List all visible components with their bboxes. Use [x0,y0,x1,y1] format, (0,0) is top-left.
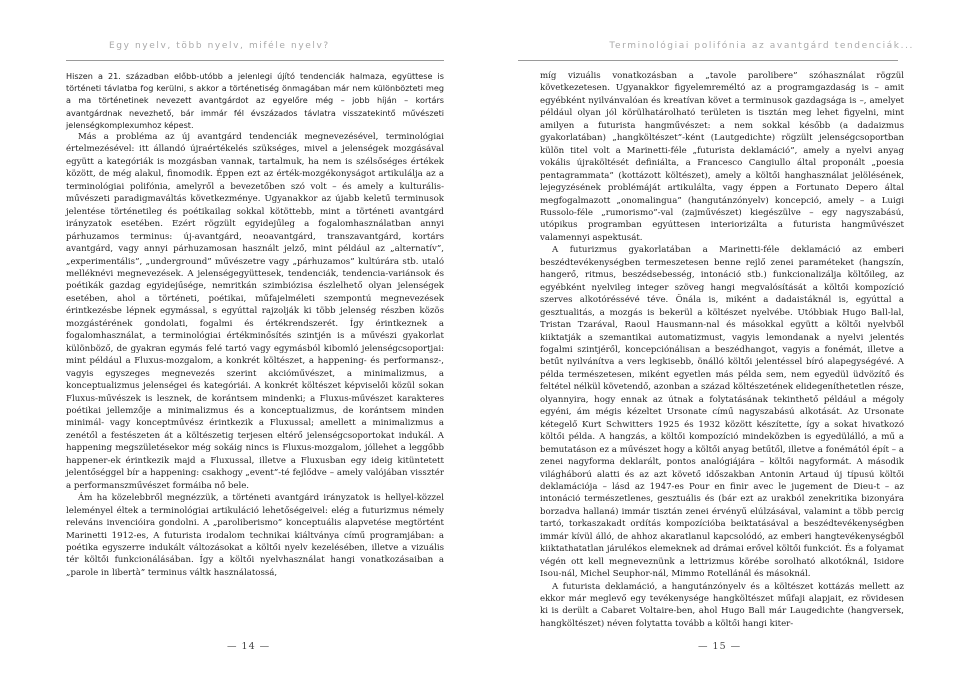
paragraph: Ám ha közelebbről megnézzük, a történeti avantgárd irányzatok is hellyel-közzel leleményel éltek a terminológiai artikuláció lehetőségeivel: elég a futurizmus némely releváns invencióira gondolni. A „paroliberismo” konceptuális alapvetése megtörtént Marinetti 1912-es, A futurista irodalom technikai kiáltványa című programjában: a poétika egyszerre indukált változásokat a költői nyelv kezelésében, illetve a vizuális tér költői funkcionálásában. Így a költői nyelvhasználat hangi vonatkozásaiban a „parole in libertà” terminus váltk használatossá, [66,493,444,578]
running-header: Terminológiai polifónia az avantgárd tendenciák... [609,41,914,51]
body-text [540,70,904,630]
running-header: Egy nyelv, több nyelv, miféle nyelv? [109,41,330,51]
header-rule [518,60,898,61]
page-number: — 15 — [698,641,742,652]
paragraph: A futurizmus gyakorlatában a Marinetti-féle deklamáció az emberi beszédtevékenységben termeszetesen benne rejlő zenei paraméteket (hangszín, hangerő, ritmus, beszédsebesség, intonáció stb.) funkcionalizálja költőileg, az egyébként nyelvileg integer szöveg hangi megvalósítását a költői kompozíció szerves alkotóréssévé téve. Önála is, miként a dadaistáknál is, egyúttal a gesztualitás, a mozgás is bekerül a költészet nyelvébe. Utóbbiak Hugo Ball-lal, Tristan Tzarával, Raoul Hausmann-nal és másokkal együtt a költői nyelvből kiiktatják a szemantikai automatizmust, vagyis lemondanak a nyelvi jelentés fogalmi szintjéről, koncepciónálisan a beszédhangot, vagyis a fonémát, illetve a betűt nyilvánítva a vers legkisebb, önálló költői jelentéssel bíró alapegységévé. A példa természetesen, miként egyetlen más példa sem, nem egyedül üdvözítő és feltétel nélkül követendő, azonban a század költészetének elidegeníthetetlen része, olyannyira, hogy ennak az útnak a folytatásának tekinthető például a mégoly egyéni, ám mégis kézeltet Ursonate című nagyszabású alkotását. Az Ursonate kétegelő Kurt Schwitters 1925 és 1932 között készítette, így a sokat hivatkozó költői példa. A hangzás, a költői kompozíció mindeközben is egyedülálló, a mű a bemutatáson ez a művészet hogy a költői anyag betűtől, illetve a fonémától épít – a zenei nagyforma deklarált, pontos analógiájára – költői nagyformát. A második világháború alatti és az azt követő időszakban Antonin Artaud új típusú költői deklamációja – lásd az 1947-es Pour en finir avec le jugement de Dieu-t – az intonáció természetlenes, gesztuális és (bár ezt az urakból zenekritika bizonyára borzadva hallaná) immár tisztán zenei érvényű elúlzásával, valamint a több percig tartó, torkaszakadt ordítás kompozícióba beiktatásával a beszédtevékenységben immár kívül álló, de ahhoz akaratlanul kapcsolódó, az emberi hangtevékenységből kiiktathatatlan járulékos elemeknek ad drámai erővel költői funkciót. És a folyamat végén ott kell megneveznünk a lettrizmus körébe sorolható alkotóknál, Isidore Isou-nál, Michel Seuphor-nál, Mimmo Rotellánál és másoknál. [540,245,904,580]
intro-paragraph: Hiszen a 21. században előbb-utóbb a jelenlegi újító tendenciák halmaza, együttese is történeti távlatba fog kerülni, s akkor a történetiség önmagában már nem különbözteti meg a ma történetinek nevezett avantgárdot az egyelőre még – jobb híján – kortárs avantgárdnak nevezhető, bár immár fél évszázados távlatra visszatekintő művészeti jelenségkomplexumhoz képest. [66,71,444,130]
paragraph: Más a probléma az új avantgárd tendenciák megnevezésével, terminológiai értelmezésével: itt állandó újraértékelés szükséges, mivel a jelenségek mozgásával együtt a kategóriák is mozgásban vannak, tartalmuk, ha nem is szélsőséges értékek között, de még alakul, finomodik. Éppen ezt az érték-mozgékonyságot artikulálja az a terminológiai polifónia, amelyről a bevezetőben szó volt – és amely a kulturális-művészeti paradigmaváltás következménye. Ugyanakkor az újabb keletű terminusok jelentése történetileg és poétikailag sokkal kötöttebb, mint a történeti avantgárd irányzatok esetében. Ezért rögzült egyidejűleg a fogalomhasználatban annyi párhuzamos terminus: új-avantgárd, neoavantgárd, transzavantgárd, kortárs avantgárd, vagy annyi párhuzamosan használt jelző, mint például az „alternatív”, „experimentális”, „underground” művészetre vagy „párhuzamos” kultúrára stb. utaló melléknévi megnevezések. A jelenségegyüttesek, tendenciák, tendencia-variánsok és poétikák gazdag egyidejűsége, nemritkán szimbiózisa észlelhető olyan jelenségek esetében, ahol a történeti, poétikai, műfajelméleti szempontú megnevezések érintkezésbe lépnek egymással, s egyúttal rajzolják ki több jelenség részben közös mozgástérének gondolati, fogalmi és értékrendszerét. Így érintkeznek a fogalomhasználat, a terminológiai értékminősítés szintjén is a művészi gyakorlat különböző, de gyakran egymás felé tartó vagy egymásból kibomló jelenségcsoportjai: mint például a Fluxus-mozgalom, a konkrét költészet, a happening- és performansz-, vagyis egyszeges megnevezés szerint akcióművészet, a minimalizmus, a konceptualizmus jelenségei és kategóriái. A konkrét költészet képviselői közül sokan Fluxus-művészek is lesznek, de korántsem mindenki; a Fluxus-művészet karakteres poétikai jellemzője a minimalizmus és a konceptualizmus, de korántsem minden minimál- vagy konceptművész érintkezik a Fluxussal; amellett a minimalizmus a zenétől a festészeten át a költészetig terjesen eltérő jelenségcsoportokat indukál. A happening megszületésekor még sokáig nincs is Fluxus-mozgalom, jóllehet a leggőbb happener-ek érintkezik majd a Fluxussal, illetve a Fluxusban egy ideig kitüntetett jelentőséggel bír a happening: csakhogy „event”-té fejlődve – amely valójában vissztér a performanszművészet formáiba nő bele. [66,132,444,491]
header-rule [66,60,444,61]
paragraph: míg vizuális vonatkozásban a „tavole parolibere” szóhasználat rögzül következetesen. Ugyanakkor figyelemreméltó az a programgazdaság is – amit egyébként nyilvánvalóan és kreatívan követ a terminusok gazdagsága is –, amelyet például olyan jól körülhatárolható területen is tisztán meg lehet figyelni, mint amilyen a futurista hangművészet: a nem sokkal később (a dadaizmus gyakorlatában) „hangköltészet”-ként (Lautgedichte) rögzült jelenségcsoportban külön titel volt a Marinetti-féle „futurista deklamáció”, amely a nyelvi anyag vokális újraköltését definiálta, a Francesco Cangiullo által proponált „poesia pentagrammata” (kottázott költészet), amely a költői hanghasználat jelölésének, lejegyzésének problémáját artikulálta, vagy éppen a Fortunato Depero által megfogalmazott „onomalingua” (hangutánzónyelv) koncepció, amely – a Luigi Russolo-féle „rumorismo”-val (zajművészet) kiegészülve – egy nagyszabású, utópikus programban egyúttesen interiorizálta a futurista hangművészet valamennyi aspektusát. [540,71,904,243]
paragraph: A futurista deklamáció, a hangutánzónyelv és a költészet kottázás mellett az ekkor már meglevő egy tevékenysége hangköltészet műfaji alapjait, ez rövidesen ki is derült a Cabaret Voltaire-ben, ahol Hugo Ball már Laugedichte (hangversek, hangköltészet) néven folytatta tovább a költői hangi kiter- [540,581,904,629]
page-number: — 14 — [227,641,271,652]
right-page [480,0,960,686]
body-text [66,70,444,579]
